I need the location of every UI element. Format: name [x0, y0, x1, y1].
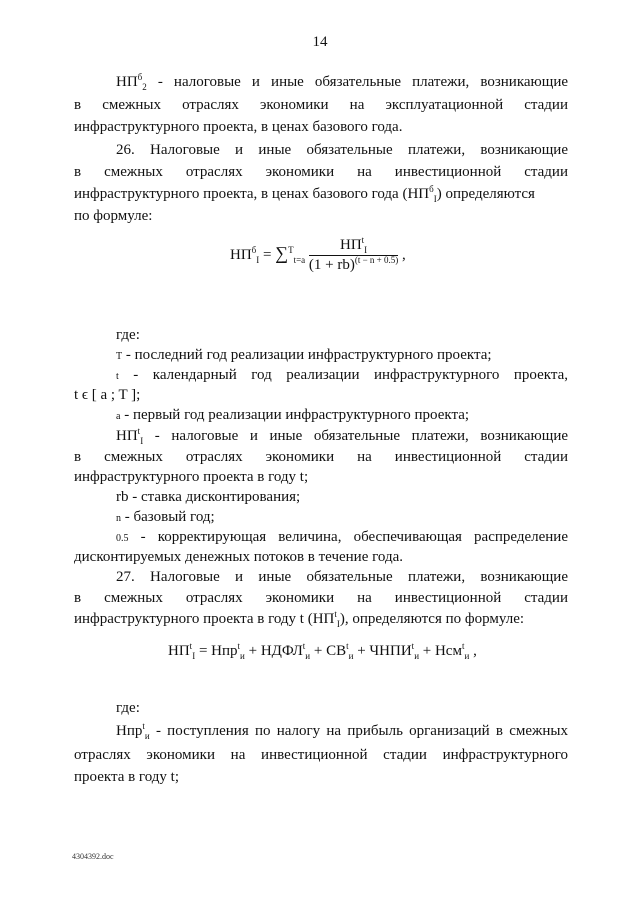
formula-text: , [469, 643, 477, 659]
symbol: T [116, 351, 123, 362]
superscript: T [288, 244, 294, 255]
superscript: t [361, 235, 365, 245]
text-span: инфраструктурного проекта, в ценах базового года ( [74, 186, 408, 202]
formula-term: + ЧНПИ [353, 643, 412, 659]
formula-symbol: НП [230, 246, 252, 263]
formula-1 [230, 237, 406, 274]
superscript: (t − n + 0.5) [354, 255, 399, 265]
superscript: t [142, 721, 145, 731]
symbol: НП [312, 611, 335, 627]
subscript: 2 [142, 82, 147, 92]
subscript: и [464, 651, 470, 661]
subscript: I [364, 245, 368, 255]
formula-text: , [398, 246, 406, 263]
definition-n [116, 508, 568, 528]
text-span: - корректирующая величина, обеспечивающая распределение [128, 529, 568, 545]
subscript: I [433, 194, 437, 204]
superscript: t [137, 426, 141, 436]
superscript: б [251, 244, 257, 255]
subscript: и [305, 651, 311, 661]
where-label: где: [116, 327, 140, 343]
subscript: t=a [293, 254, 306, 265]
formula-2 [168, 643, 477, 660]
formula-term: + НДФЛ [244, 643, 303, 659]
superscript: t [334, 609, 337, 619]
formula-term: = Нпр [195, 643, 238, 659]
text-span: - поступления по налогу на прибыль организаций в смежных [149, 723, 568, 739]
paragraph-27-line [74, 610, 568, 629]
text-span: - базовый год; [121, 509, 215, 525]
where-label: где: [116, 700, 140, 716]
sum-sign: ∑ [275, 242, 289, 263]
subscript: и [348, 651, 354, 661]
paragraph-26-line: по формуле: [74, 208, 153, 224]
formula-term: + СВ [310, 643, 347, 659]
text-span: - последний год реализации инфраструктурного проекта; [122, 347, 492, 363]
text-span: инфраструктурного проекта в году t ( [74, 611, 313, 627]
symbol: Нпр [116, 723, 143, 739]
text-line [116, 73, 568, 92]
fraction-denominator [309, 256, 398, 274]
symbol: t [116, 371, 119, 382]
definition-a [116, 406, 568, 426]
paragraph-26-line: в смежных отраслях экономики на инвестиционной стадии [74, 164, 568, 180]
text-line: дисконтируемых денежных потоков в течение года. [74, 549, 403, 565]
superscript: б [137, 72, 143, 82]
text-line: в смежных отраслях экономики на эксплуатационной стадии [74, 97, 568, 113]
fraction [309, 237, 398, 274]
symbol: НП [116, 74, 138, 90]
fraction-numerator [309, 237, 398, 256]
symbol: a [116, 411, 121, 422]
paragraph-27-line: 27. Налоговые и иные обязательные платежи, возникающие [116, 569, 568, 585]
definition-Npr [116, 722, 568, 741]
text-span: ) определяются [436, 186, 535, 202]
paragraph-27-line: в смежных отраслях экономики на инвестиционной стадии [74, 590, 568, 606]
symbol: rb [116, 489, 129, 505]
text-span: - календарный год реализации инфраструктурного проекта, [118, 367, 568, 383]
text-span: - налоговые и иные обязательные платежи, возникающие [146, 74, 568, 90]
subscript: I [192, 651, 196, 661]
paragraph-26-line: 26. Налоговые и иные обязательные платежи, возникающие [116, 142, 568, 158]
symbol: НП [407, 186, 430, 202]
text-line: в смежных отраслях экономики на инвестиционной стадии [74, 449, 568, 465]
formula-text: (1 + rb) [308, 257, 355, 273]
symbol: 0.5 [116, 533, 129, 544]
text-span: - ставка дисконтирования; [128, 489, 301, 505]
formula-term: + Нсм [419, 643, 462, 659]
superscript: t [411, 641, 415, 651]
subscript: и [144, 731, 150, 741]
superscript: t [346, 641, 349, 651]
text-line: инфраструктурного проекта в году t; [74, 469, 309, 485]
definition-NP [116, 427, 568, 446]
page-number: 14 [312, 34, 328, 50]
superscript: t [461, 641, 465, 651]
text-line: инфраструктурного проекта, в ценах базового года. [74, 119, 403, 135]
superscript: t [237, 641, 241, 651]
formula-symbol: НП [339, 237, 362, 253]
symbol: НП [116, 428, 138, 444]
text-span: ), определяются по формуле: [339, 611, 525, 627]
text-span: - налоговые и иные обязательные платежи, возникающие [143, 428, 568, 444]
superscript: б [429, 184, 434, 194]
formula-symbol: НП [168, 643, 190, 659]
subscript: и [414, 651, 420, 661]
definition-rb [116, 488, 568, 507]
definition-T [116, 346, 568, 366]
paragraph-26-line [74, 185, 568, 204]
text-line: проекта в году t; [74, 769, 179, 785]
subscript: I [140, 436, 144, 446]
definition-0-5 [116, 528, 568, 548]
superscript: t [189, 641, 193, 651]
formula-text: = [259, 246, 276, 263]
superscript: t [302, 641, 306, 651]
definition-t-range: t ϵ [ a ; T ]; [74, 387, 141, 403]
text-span: - первый год реализации инфраструктурного проекта; [120, 407, 470, 423]
definition-t [116, 366, 568, 386]
subscript: I [336, 619, 340, 629]
subscript: I [256, 254, 260, 265]
subscript: и [240, 651, 245, 661]
text-line: отраслях экономики на инвестиционной стадии инфраструктурного [74, 747, 568, 763]
symbol: n [116, 513, 121, 524]
footer-filename: 4304392.doc [72, 852, 114, 861]
